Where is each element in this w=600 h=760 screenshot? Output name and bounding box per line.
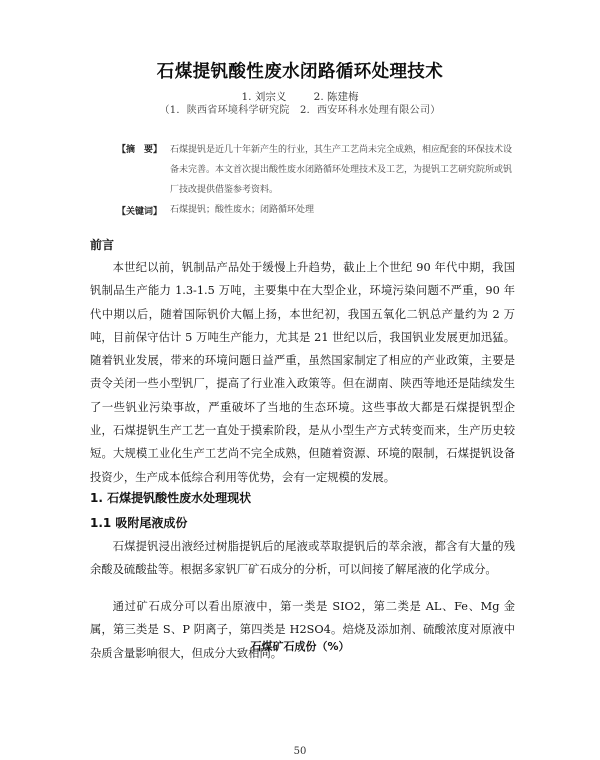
keywords-label: 【关键词】 [117,207,163,217]
section-1-1-paragraph-1: 石煤提钒浸出液经过树脂提钒后的尾液或萃取提钒后的萃余液，都含有大量的残余酸及硫酸盐等。根据多家钒厂矿石成分的分析，可以间接了解尾液的化学成分。 [90,540,515,577]
table-caption: 石煤矿石成份（%） [250,640,350,653]
author-2: 2. 陈建梅 [313,91,359,103]
author-1: 1. 刘宗义 [241,91,287,103]
abstract-text: 石煤提钒是近几十年新产生的行业，其生产工艺尚未完全成熟，相应配套的环保技术设备未完善。本文首次提出酸性废水闭路循环处理技术及工艺，为提钒工艺研究院所或钒厂技改提供借鉴参考资料。 [170,145,513,195]
page-number: 50 [293,746,307,757]
keywords-text: 石煤提钒；酸性废水；闭路循环处理 [170,205,315,215]
preface-heading: 前言 [90,238,115,252]
section-1-1-heading: 1.1 吸附尾液成份 [90,516,188,530]
section-1-heading: 1. 石煤提钒酸性废水处理现状 [90,491,252,505]
abstract-label: 【摘 要】 [117,145,163,155]
preface-paragraph: 本世纪以前，钒制品产品处于缓慢上升趋势，截止上个世纪 90 年代中期，我国钒制品生产能力 1.3-1.5 万吨，主要集中在大型企业，环境污染问题不严重，90 年代中期以后，随着国际钒价大幅上扬，本世纪初，我国五氧化二钒总产量约为 2 万吨，目前保守估计 5 万吨生产能力，尤其是 21 世纪以后，我国钒业发展更加迅猛。随着钒业发展，带来的环境问题日益严重，虽然国家制定了相应的产业政策，主要是责令关闭一些小型钒厂，提高了行业准入政策等。但在湖南、陕西等地还是陆续发生了一些钒业污染事故，严重破坏了当地的生态环境。这些事故大都是石煤提钒型企业，石煤提钒生产工艺一直处于摸索阶段，是从小型生产方式转变而来，生产历史较短。大规模工业化生产工艺尚不完全成熟，但随着资源、环境的限制，石煤提钒设备投资少，生产成本低综合利用等优势，会有一定规模的发展。 [90,261,515,484]
section-1-1-paragraph-2: 通过矿石成分可以看出原液中，第一类是 SIO2，第二类是 AL、Fe、Mg 金属，第三类是 S、P 阴离子，第四类是 H2SO4。焙烧及添加剂、硫酸浓度对原液中杂质含量影响很大，但成分大致相同。 [90,600,515,660]
paper-title: 石煤提钒酸性废水闭路循环处理技术 [156,62,444,82]
affiliation-line: （1．陕西省环境科学研究院 2．西安环科水处理有限公司） [159,105,441,116]
